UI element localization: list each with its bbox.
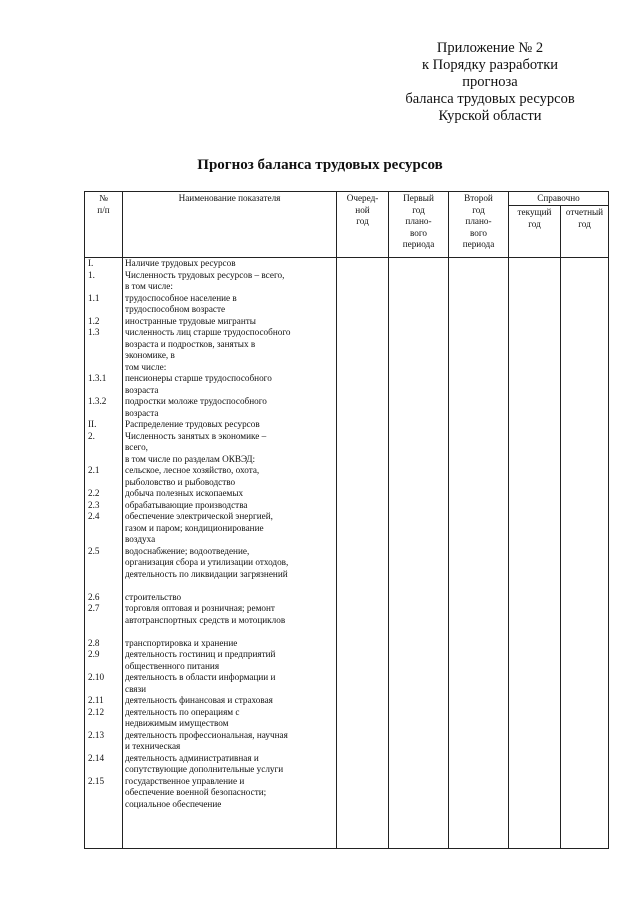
second-plan-year-values (449, 258, 509, 849)
header-line: год (578, 218, 591, 229)
row-number (87, 362, 120, 374)
appendix-line: баланса трудовых ресурсов (405, 91, 575, 107)
row-names-column (123, 258, 337, 849)
row-name-line: транспортировка и хранение (125, 637, 238, 648)
row-number (87, 626, 120, 638)
row-number (87, 339, 120, 351)
row-number (87, 281, 120, 293)
row-number (87, 454, 120, 466)
row-name-line: том числе: (125, 361, 167, 372)
row-name-line: газом и паром; кондиционирование (125, 522, 264, 533)
current-year-values (509, 258, 561, 849)
appendix-line: к Порядку разработки (421, 57, 559, 73)
row-number: 1.3 (88, 327, 100, 337)
row-name-line: общественного питания (125, 660, 220, 671)
row-name-line: всего, (125, 442, 148, 452)
row-name-line: подростки моложе трудоспособного (125, 396, 267, 406)
row-name-line: трудоспособное население в (125, 292, 237, 303)
row-number: 2.8 (88, 637, 100, 648)
row-number (87, 442, 120, 454)
row-name-line: водоснабжение; водоотведение, (125, 545, 250, 556)
row-number (87, 718, 120, 730)
row-number (87, 741, 120, 753)
row-number (87, 764, 120, 776)
row-name-line: деятельность гостиниц и предприятий (125, 649, 276, 659)
row-name-line: добыча полезных ископаемых (125, 488, 244, 498)
row-number (87, 569, 120, 581)
row-number (87, 385, 120, 397)
header-line: плано- (465, 216, 492, 226)
row-number: 2.5 (88, 545, 100, 556)
row-number: II. (88, 419, 97, 429)
row-number (87, 557, 120, 569)
row-name-line: Численность занятых в экономике – (125, 430, 267, 441)
header-line: № (99, 193, 108, 203)
row-number: 2.14 (88, 752, 105, 763)
row-name-line (125, 626, 334, 638)
row-number (87, 477, 120, 489)
row-name-line: обеспечение электрической энергией, (125, 511, 273, 521)
header-num (85, 192, 123, 258)
header-line: ной (355, 204, 370, 215)
row-number (87, 304, 120, 316)
appendix-block (380, 40, 600, 125)
row-number (87, 350, 120, 362)
header-line: плано- (405, 216, 432, 226)
row-name-line: иностранные трудовые мигранты (125, 315, 256, 326)
row-number: 2.3 (88, 499, 100, 510)
row-name-line: Численность трудовых ресурсов – всего, (125, 269, 285, 280)
header-line: год (528, 218, 541, 229)
reporting-year-values (561, 258, 609, 849)
page-title: Прогноз баланса трудовых ресурсов (197, 157, 443, 173)
row-number: 2.15 (88, 775, 105, 786)
row-name-line: возраста (125, 384, 159, 395)
row-number: 1.1 (88, 292, 100, 303)
row-name-line: сельское, лесное хозяйство, охота, (125, 465, 260, 475)
row-name-line: и техническая (125, 741, 181, 751)
header-line: Очеред- (346, 193, 379, 203)
row-number: 1.2 (88, 315, 100, 326)
row-number: 2.12 (88, 706, 105, 717)
row-number (87, 615, 120, 627)
row-number (87, 580, 120, 592)
header-first-plan-year (389, 192, 449, 258)
row-number (87, 534, 120, 546)
row-name-line: рыболовство и рыбоводство (125, 476, 236, 487)
first-plan-year-values (389, 258, 449, 849)
row-name-line: деятельность по ликвидации загрязнений (125, 568, 288, 579)
row-name-line: недвижимым имуществом (125, 718, 229, 728)
header-next-year (337, 192, 389, 258)
appendix-line: Курской области (438, 108, 542, 124)
header-line: п/п (97, 204, 110, 215)
row-name-line: экономике, в (125, 350, 175, 360)
row-name-line: численность лиц старше трудоспособного (125, 327, 291, 337)
row-number: 1.3.1 (88, 373, 107, 383)
row-number (87, 661, 120, 673)
header-line: год (472, 204, 485, 215)
row-name-line: возраста (125, 407, 159, 418)
appendix-line: прогноза (462, 74, 518, 90)
row-number: 1.3.2 (88, 396, 107, 406)
header-line: периода (462, 239, 495, 249)
row-number: 2.13 (88, 729, 105, 740)
row-number (87, 523, 120, 535)
header-current-year (509, 206, 561, 258)
header-indicator-name: Наименование показателя (123, 192, 337, 258)
row-name-line: организация сбора и утилизации отходов, (125, 557, 289, 567)
row-name-line: деятельность финансовая и страховая (125, 695, 273, 705)
row-name-line: деятельность в области информации и (125, 672, 276, 682)
row-name-line: деятельность административная и (125, 752, 259, 763)
header-reporting-year (561, 206, 609, 258)
row-name-line: Наличие трудовых ресурсов (125, 258, 236, 268)
row-number: 2.4 (88, 511, 100, 521)
row-number (87, 408, 120, 420)
row-name-line: трудоспособном возрасте (125, 304, 226, 314)
row-name-line: воздуха (125, 534, 156, 544)
header-line: вого (409, 227, 427, 238)
row-name-line: социальное обеспечение (125, 798, 222, 809)
row-number: 2. (88, 430, 95, 441)
header-reference: Справочно (509, 192, 609, 206)
row-name-line: строительство (125, 591, 182, 602)
row-name-line: возраста и подростков, занятых в (125, 338, 256, 349)
header-line: Второй (464, 193, 493, 203)
row-name-line: автотранспортных средств и мотоциклов (125, 614, 286, 625)
row-number: 2.2 (88, 488, 100, 498)
row-number (87, 684, 120, 696)
row-name-line: обеспечение военной безопасности; (125, 787, 267, 797)
row-number: 2.11 (88, 695, 104, 705)
row-name-line: деятельность по операциям с (125, 706, 240, 717)
row-name-line: деятельность профессиональная, научная (125, 729, 288, 740)
row-name-line: в том числе по разделам ОКВЭД: (125, 453, 256, 464)
row-name-line: сопутствующие дополнительные услуги (125, 764, 284, 774)
row-number: 2.10 (88, 672, 105, 682)
row-name-line: связи (125, 683, 147, 694)
header-second-plan-year (449, 192, 509, 258)
row-name-line: государственное управление и (125, 775, 245, 786)
next-year-values (337, 258, 389, 849)
row-name-line: обрабатывающие производства (125, 499, 248, 510)
row-number (87, 787, 120, 799)
header-line: отчетный (565, 207, 604, 217)
header-line: вого (469, 227, 487, 238)
header-line: год (356, 216, 369, 226)
row-number: I. (88, 258, 94, 268)
row-name-line: в том числе: (125, 281, 173, 291)
appendix-line: Приложение № 2 (436, 40, 544, 56)
row-number: 1. (88, 269, 95, 280)
row-name-line: пенсионеры старше трудоспособного (125, 373, 272, 383)
row-number (87, 799, 120, 811)
row-name-line: Распределение трудовых ресурсов (125, 419, 260, 429)
header-line: текущий (517, 207, 552, 217)
row-numbers-column (85, 258, 123, 849)
row-number: 2.9 (88, 649, 100, 659)
row-name-line: торговля оптовая и розничная; ремонт (125, 603, 275, 613)
row-name-line (125, 580, 334, 592)
row-number: 2.1 (88, 465, 100, 475)
forecast-table (84, 191, 609, 849)
header-line: периода (402, 239, 435, 249)
row-number: 2.6 (88, 591, 100, 602)
header-line: Первый (403, 193, 434, 203)
header-line: год (412, 204, 425, 215)
row-number: 2.7 (88, 603, 100, 613)
